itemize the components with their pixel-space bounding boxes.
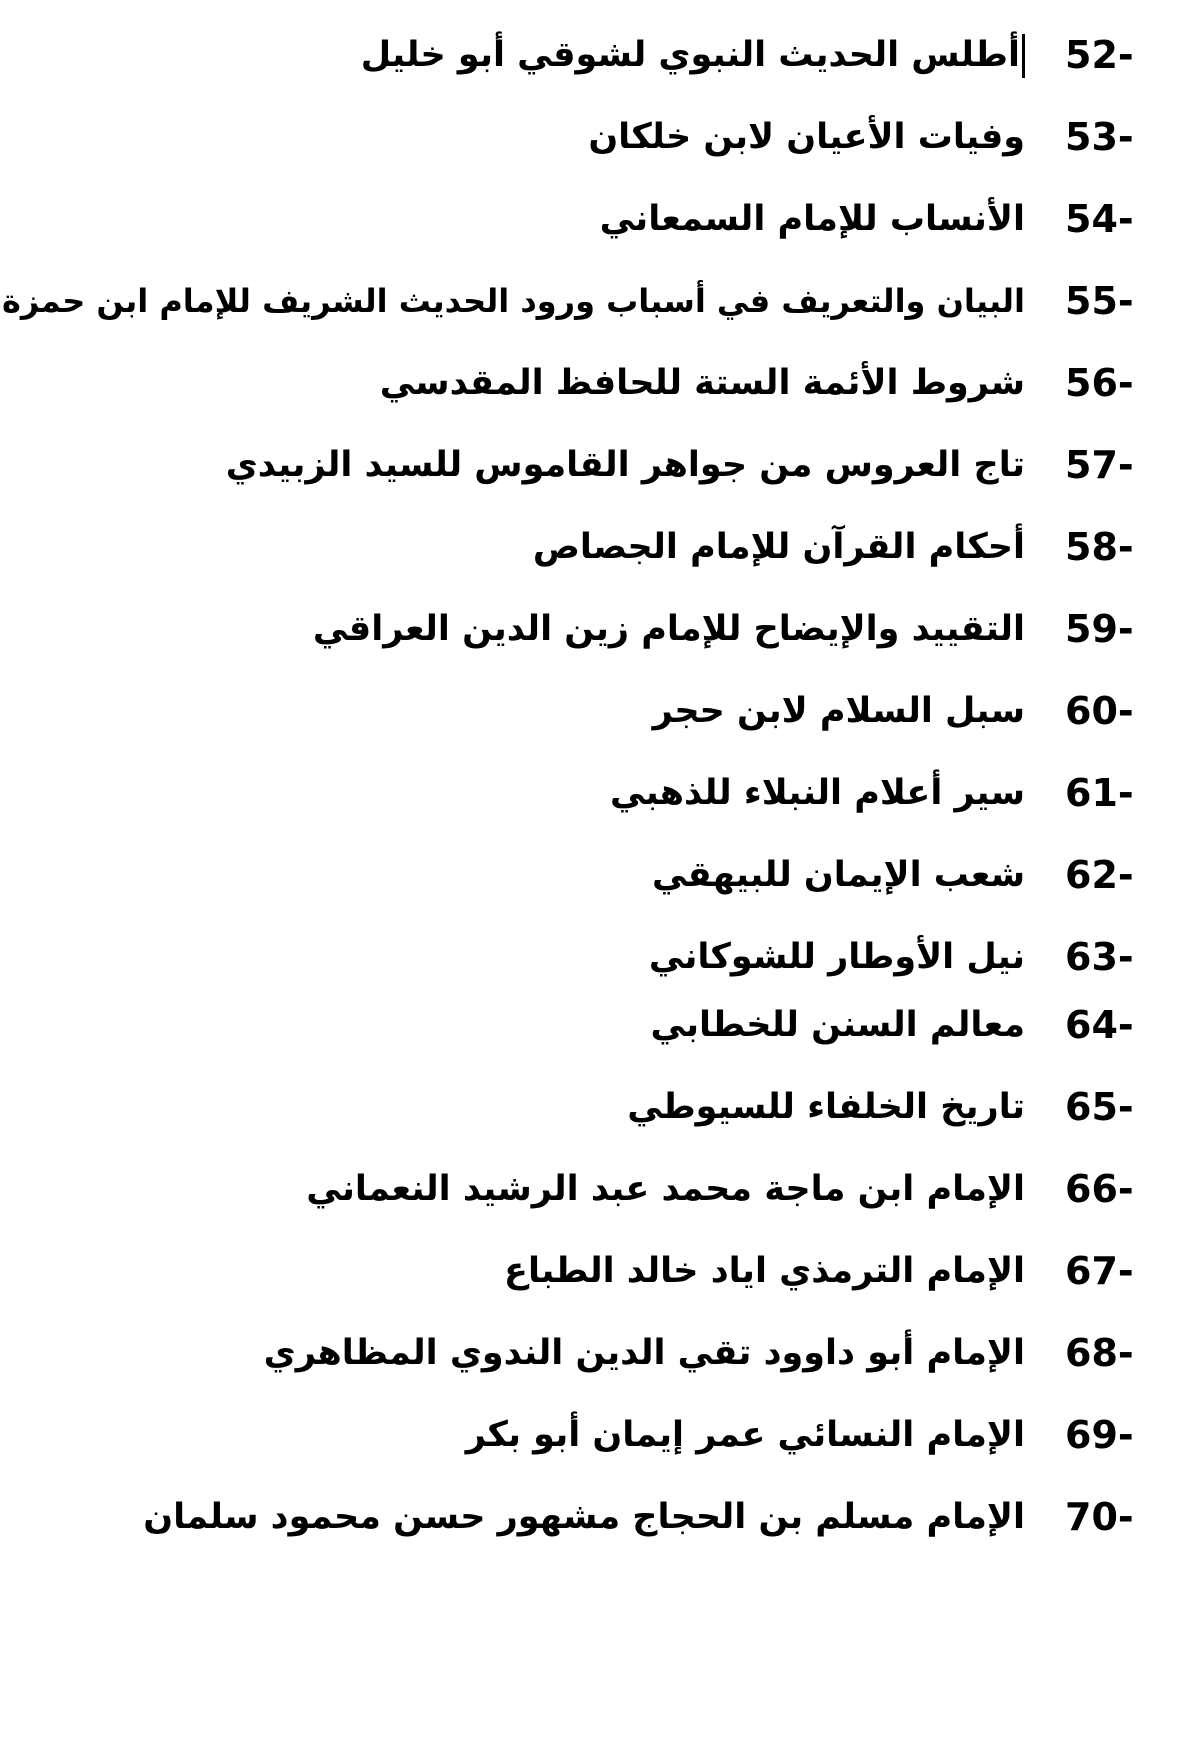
item-title: شروط الأئمة الستة للحافظ المقدسي [379, 363, 1025, 403]
list-item [0, 271, 1181, 331]
item-title: أطلس الحديث النبوي لشوقي أبو خليل [360, 35, 1020, 75]
item-number: 65- [1065, 1085, 1134, 1129]
item-title: الإمام مسلم بن الحجاج مشهور حسن محمود سلمان [143, 1497, 1025, 1537]
item-title: شعب الإيمان للبيهقي [652, 855, 1025, 895]
item-title: سير أعلام النبلاء للذهبي [610, 773, 1025, 813]
item-title: الإمام ابن ماجة محمد عبد الرشيد النعماني [306, 1169, 1025, 1209]
item-title: التقييد والإيضاح للإمام زين الدين العراقي [312, 609, 1025, 649]
item-title: معالم السنن للخطابي [650, 1005, 1025, 1045]
item-number: 59- [1065, 607, 1134, 651]
item-number: 58- [1065, 525, 1134, 569]
item-number: 68- [1065, 1331, 1134, 1375]
item-number: 63- [1065, 935, 1134, 979]
list-item [0, 1405, 1181, 1465]
item-number: 54- [1065, 197, 1134, 241]
list-item [0, 189, 1181, 249]
list-item [0, 1077, 1181, 1137]
item-number: 55- [1065, 279, 1134, 323]
item-number: 64- [1065, 1003, 1134, 1047]
list-item [0, 1323, 1181, 1383]
list-item [0, 995, 1181, 1055]
item-number: 69- [1065, 1413, 1134, 1457]
item-number: 52- [1065, 33, 1134, 77]
list-item [0, 353, 1181, 413]
item-title: تاج العروس من جواهر القاموس للسيد الزبيدي [225, 445, 1025, 485]
item-number: 56- [1065, 361, 1134, 405]
list-item [0, 1159, 1181, 1219]
item-title: تاريخ الخلفاء للسيوطي [627, 1087, 1025, 1127]
item-number: 53- [1065, 115, 1134, 159]
list-item [0, 845, 1181, 905]
list-item [0, 927, 1181, 987]
item-title: نيل الأوطار للشوكاني [648, 937, 1025, 977]
item-number: 66- [1065, 1167, 1134, 1211]
item-title: الإمام النسائي عمر إيمان أبو بكر [465, 1415, 1025, 1455]
text-cursor [1022, 34, 1025, 78]
item-number: 67- [1065, 1249, 1134, 1293]
item-number: 60- [1065, 689, 1134, 733]
item-title: البيان والتعريف في أسباب ورود الحديث الشريف للإمام ابن حمزة [1, 282, 1025, 320]
list-item [0, 25, 1181, 85]
item-title: سبل السلام لابن حجر [652, 691, 1025, 731]
item-title-wrapper[interactable] [361, 25, 1025, 85]
item-number: 70- [1065, 1495, 1134, 1539]
list-item [0, 599, 1181, 659]
item-title: وفيات الأعيان لابن خلكان [588, 117, 1025, 157]
item-title: الإمام أبو داوود تقي الدين الندوي المظاهري [263, 1333, 1025, 1373]
list-item [0, 1487, 1181, 1547]
list-item [0, 435, 1181, 495]
item-title: الإمام الترمذي اياد خالد الطباع [504, 1251, 1025, 1291]
list-item [0, 1241, 1181, 1301]
list-item [0, 517, 1181, 577]
item-number: 62- [1065, 853, 1134, 897]
list-item [0, 763, 1181, 823]
list-item [0, 107, 1181, 167]
list-item [0, 681, 1181, 741]
item-title: الأنساب للإمام السمعاني [599, 199, 1025, 239]
item-title: أحكام القرآن للإمام الجصاص [532, 527, 1025, 567]
item-number: 61- [1065, 771, 1134, 815]
item-number: 57- [1065, 443, 1134, 487]
